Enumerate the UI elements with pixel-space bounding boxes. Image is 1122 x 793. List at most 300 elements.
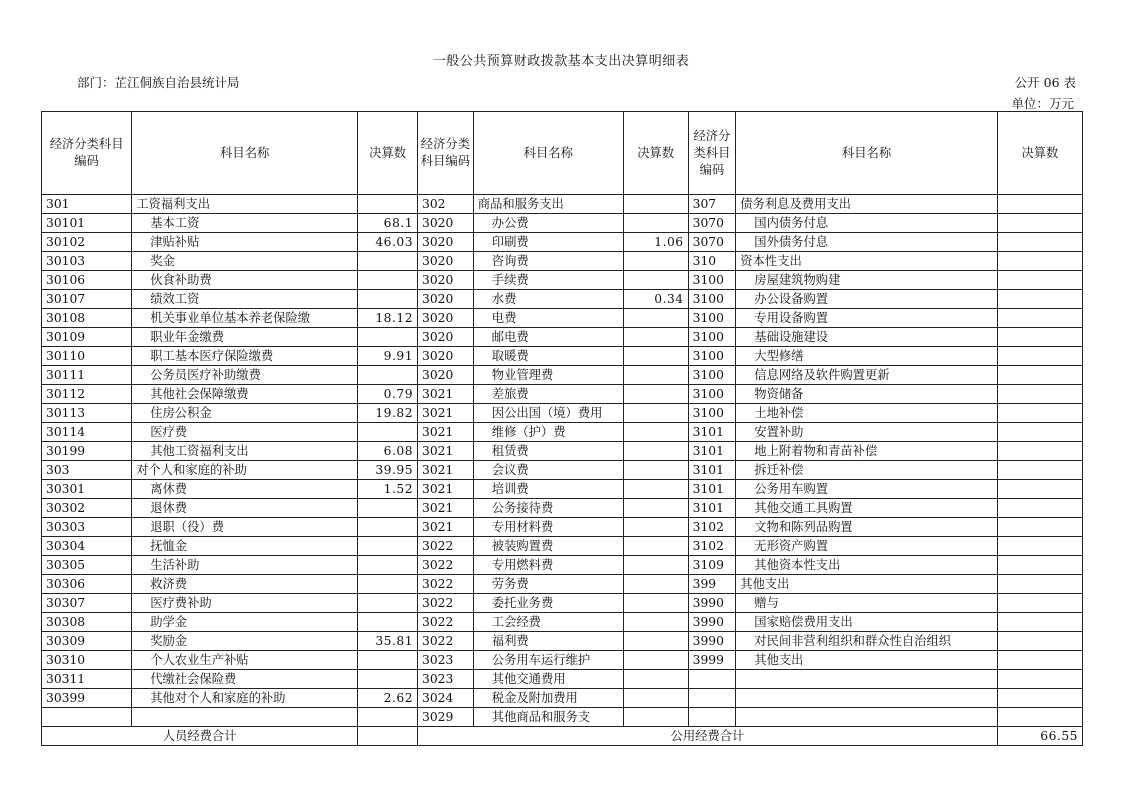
table-row <box>42 404 1083 423</box>
name-cell: 津贴补贴 <box>132 233 358 252</box>
name-cell: 国家赔偿费用支出 <box>736 613 998 632</box>
amount-cell <box>623 328 688 347</box>
amount-cell <box>997 689 1082 708</box>
amount-cell: 0.79 <box>358 385 418 404</box>
code-cell: 3020 <box>418 233 474 252</box>
amount-cell <box>623 499 688 518</box>
amount-cell <box>997 499 1082 518</box>
code-cell: 3102 <box>688 518 736 537</box>
name-cell <box>736 670 998 689</box>
amount-cell <box>358 328 418 347</box>
code-cell: 30114 <box>42 423 132 442</box>
amount-cell <box>997 271 1082 290</box>
name-cell: 职业年金缴费 <box>132 328 358 347</box>
amount-cell: 2.62 <box>358 689 418 708</box>
name-cell: 退职（役）费 <box>132 518 358 537</box>
amount-cell <box>997 328 1082 347</box>
table-row <box>42 442 1083 461</box>
name-cell: 印刷费 <box>473 233 623 252</box>
code-cell: 3109 <box>688 556 736 575</box>
code-cell: 3020 <box>418 366 474 385</box>
name-cell: 对个人和家庭的补助 <box>132 461 358 480</box>
amount-cell <box>623 385 688 404</box>
code-cell: 30101 <box>42 214 132 233</box>
amount-cell: 1.52 <box>358 480 418 499</box>
amount-cell <box>358 290 418 309</box>
amount-cell <box>997 461 1082 480</box>
table-row <box>42 537 1083 556</box>
name-cell: 其他交通费用 <box>473 670 623 689</box>
name-cell: 公务员医疗补助缴费 <box>132 366 358 385</box>
public-total-value: 66.55 <box>997 727 1082 746</box>
table-row <box>42 252 1083 271</box>
amount-cell <box>997 537 1082 556</box>
code-cell: 30302 <box>42 499 132 518</box>
table-row <box>42 233 1083 252</box>
table-row <box>42 632 1083 651</box>
col-header-amount: 决算数 <box>358 112 418 195</box>
amount-cell <box>623 708 688 727</box>
amount-cell <box>997 233 1082 252</box>
name-cell: 助学金 <box>132 613 358 632</box>
name-cell <box>736 708 998 727</box>
code-cell: 3101 <box>688 423 736 442</box>
name-cell: 基本工资 <box>132 214 358 233</box>
name-cell: 生活补助 <box>132 556 358 575</box>
code-cell: 30102 <box>42 233 132 252</box>
amount-cell <box>623 366 688 385</box>
amount-cell: 6.08 <box>358 442 418 461</box>
name-cell: 信息网络及软件购置更新 <box>736 366 998 385</box>
table-row <box>42 518 1083 537</box>
amount-cell <box>358 575 418 594</box>
name-cell: 商品和服务支出 <box>473 195 623 214</box>
amount-cell <box>997 670 1082 689</box>
amount-cell <box>358 537 418 556</box>
code-cell <box>688 689 736 708</box>
code-cell: 30307 <box>42 594 132 613</box>
table-row <box>42 271 1083 290</box>
name-cell: 其他社会保障缴费 <box>132 385 358 404</box>
name-cell: 职工基本医疗保险缴费 <box>132 347 358 366</box>
name-cell: 对民间非营利组织和群众性自治组织 <box>736 632 998 651</box>
name-cell: 劳务费 <box>473 575 623 594</box>
name-cell: 办公费 <box>473 214 623 233</box>
code-cell: 30311 <box>42 670 132 689</box>
amount-cell <box>358 195 418 214</box>
name-cell: 被装购置费 <box>473 537 623 556</box>
form-number: 公开 06 表 <box>1014 75 1076 90</box>
amount-cell <box>997 214 1082 233</box>
code-cell: 3022 <box>418 594 474 613</box>
table-row <box>42 575 1083 594</box>
code-cell: 30107 <box>42 290 132 309</box>
code-cell: 3021 <box>418 518 474 537</box>
amount-cell <box>997 556 1082 575</box>
code-cell: 3022 <box>418 613 474 632</box>
amount-cell <box>623 537 688 556</box>
amount-cell <box>358 708 418 727</box>
name-cell: 个人农业生产补贴 <box>132 651 358 670</box>
name-cell: 公务接待费 <box>473 499 623 518</box>
code-cell: 3021 <box>418 461 474 480</box>
code-cell: 3023 <box>418 651 474 670</box>
table-row <box>42 461 1083 480</box>
name-cell: 地上附着物和青苗补偿 <box>736 442 998 461</box>
name-cell: 公务用车购置 <box>736 480 998 499</box>
name-cell <box>132 708 358 727</box>
code-cell: 3021 <box>418 499 474 518</box>
amount-cell <box>997 290 1082 309</box>
col-header-code: 经济分类科目编码 <box>42 112 132 195</box>
totals-row <box>42 727 1083 746</box>
code-cell: 3020 <box>418 214 474 233</box>
code-cell: 3022 <box>418 632 474 651</box>
name-cell: 抚恤金 <box>132 537 358 556</box>
table-row <box>42 347 1083 366</box>
code-cell: 3100 <box>688 271 736 290</box>
name-cell: 离休费 <box>132 480 358 499</box>
name-cell: 医疗费补助 <box>132 594 358 613</box>
amount-cell <box>997 404 1082 423</box>
amount-cell: 0.34 <box>623 290 688 309</box>
name-cell: 专用设备购置 <box>736 309 998 328</box>
code-cell: 3100 <box>688 290 736 309</box>
name-cell: 其他商品和服务支 <box>473 708 623 727</box>
code-cell: 3029 <box>418 708 474 727</box>
amount-cell <box>623 632 688 651</box>
code-cell: 3021 <box>418 423 474 442</box>
table-row <box>42 480 1083 499</box>
amount-cell <box>623 689 688 708</box>
code-cell: 307 <box>688 195 736 214</box>
amount-cell <box>623 670 688 689</box>
amount-cell <box>358 252 418 271</box>
table-row <box>42 309 1083 328</box>
code-cell: 3020 <box>418 328 474 347</box>
amount-cell <box>358 271 418 290</box>
amount-cell <box>997 423 1082 442</box>
amount-cell <box>623 309 688 328</box>
name-cell: 办公设备购置 <box>736 290 998 309</box>
name-cell <box>736 689 998 708</box>
amount-cell <box>358 556 418 575</box>
code-cell: 3100 <box>688 404 736 423</box>
col-header-code: 经济分类科目编码 <box>688 112 736 195</box>
name-cell: 手续费 <box>473 271 623 290</box>
name-cell: 拆迁补偿 <box>736 461 998 480</box>
code-cell: 3100 <box>688 347 736 366</box>
amount-cell <box>997 613 1082 632</box>
code-cell: 3102 <box>688 537 736 556</box>
code-cell: 3990 <box>688 613 736 632</box>
name-cell: 维修（护）费 <box>473 423 623 442</box>
name-cell: 公务用车运行维护 <box>473 651 623 670</box>
code-cell: 30112 <box>42 385 132 404</box>
name-cell: 邮电费 <box>473 328 623 347</box>
code-cell: 3022 <box>418 556 474 575</box>
code-cell: 30303 <box>42 518 132 537</box>
name-cell: 债务利息及费用支出 <box>736 195 998 214</box>
code-cell: 30113 <box>42 404 132 423</box>
amount-cell <box>623 347 688 366</box>
table-row <box>42 651 1083 670</box>
table-row <box>42 613 1083 632</box>
code-cell: 30109 <box>42 328 132 347</box>
name-cell: 住房公积金 <box>132 404 358 423</box>
name-cell: 机关事业单位基本养老保险缴 <box>132 309 358 328</box>
col-header-code: 经济分类科目编码 <box>418 112 474 195</box>
name-cell: 资本性支出 <box>736 252 998 271</box>
code-cell <box>688 708 736 727</box>
name-cell: 福利费 <box>473 632 623 651</box>
code-cell: 399 <box>688 575 736 594</box>
amount-cell: 19.82 <box>358 404 418 423</box>
code-cell: 3101 <box>688 499 736 518</box>
name-cell: 工资福利支出 <box>132 195 358 214</box>
code-cell: 3020 <box>418 252 474 271</box>
code-cell: 3990 <box>688 594 736 613</box>
name-cell: 赠与 <box>736 594 998 613</box>
code-cell: 3021 <box>418 442 474 461</box>
name-cell: 因公出国（境）费用 <box>473 404 623 423</box>
name-cell: 专用燃料费 <box>473 556 623 575</box>
name-cell: 其他支出 <box>736 575 998 594</box>
code-cell: 30108 <box>42 309 132 328</box>
code-cell: 30306 <box>42 575 132 594</box>
amount-cell <box>623 195 688 214</box>
name-cell: 物业管理费 <box>473 366 623 385</box>
personnel-total-value <box>358 727 418 746</box>
table-row <box>42 423 1083 442</box>
amount-cell: 1.06 <box>623 233 688 252</box>
name-cell: 其他对个人和家庭的补助 <box>132 689 358 708</box>
table-row <box>42 556 1083 575</box>
amount-cell: 68.1 <box>358 214 418 233</box>
name-cell: 工会经费 <box>473 613 623 632</box>
table-row <box>42 290 1083 309</box>
code-cell: 30399 <box>42 689 132 708</box>
amount-cell: 18.12 <box>358 309 418 328</box>
code-cell: 3101 <box>688 461 736 480</box>
table-row <box>42 328 1083 347</box>
table-row <box>42 594 1083 613</box>
name-cell: 委托业务费 <box>473 594 623 613</box>
name-cell: 奖励金 <box>132 632 358 651</box>
name-cell: 国外债务付息 <box>736 233 998 252</box>
amount-cell <box>997 594 1082 613</box>
amount-cell: 39.95 <box>358 461 418 480</box>
amount-cell <box>623 461 688 480</box>
amount-cell <box>623 575 688 594</box>
public-total-label: 公用经费合计 <box>418 727 998 746</box>
code-cell: 3021 <box>418 385 474 404</box>
table-row <box>42 670 1083 689</box>
name-cell: 无形资产购置 <box>736 537 998 556</box>
code-cell: 30304 <box>42 537 132 556</box>
name-cell: 租赁费 <box>473 442 623 461</box>
name-cell: 大型修缮 <box>736 347 998 366</box>
name-cell: 物资储备 <box>736 385 998 404</box>
code-cell: 301 <box>42 195 132 214</box>
code-cell: 30199 <box>42 442 132 461</box>
amount-cell <box>623 423 688 442</box>
amount-cell <box>623 594 688 613</box>
table-header-row <box>42 112 1083 195</box>
name-cell: 其他支出 <box>736 651 998 670</box>
col-header-name: 科目名称 <box>132 112 358 195</box>
code-cell: 3990 <box>688 632 736 651</box>
code-cell: 3999 <box>688 651 736 670</box>
code-cell: 30106 <box>42 271 132 290</box>
code-cell: 3022 <box>418 575 474 594</box>
code-cell: 30310 <box>42 651 132 670</box>
amount-cell <box>623 651 688 670</box>
amount-cell <box>358 423 418 442</box>
amount-cell <box>623 556 688 575</box>
name-cell: 伙食补助费 <box>132 271 358 290</box>
code-cell: 30301 <box>42 480 132 499</box>
name-cell: 其他交通工具购置 <box>736 499 998 518</box>
name-cell: 取暖费 <box>473 347 623 366</box>
table-row <box>42 708 1083 727</box>
name-cell: 专用材料费 <box>473 518 623 537</box>
amount-cell <box>997 252 1082 271</box>
table-row <box>42 366 1083 385</box>
code-cell: 3020 <box>418 309 474 328</box>
expenditure-table <box>41 111 1083 746</box>
amount-cell <box>997 385 1082 404</box>
amount-cell <box>997 518 1082 537</box>
name-cell: 土地补偿 <box>736 404 998 423</box>
col-header-amount: 决算数 <box>997 112 1082 195</box>
name-cell: 代缴社会保险费 <box>132 670 358 689</box>
name-cell: 医疗费 <box>132 423 358 442</box>
amount-cell <box>997 480 1082 499</box>
code-cell: 3020 <box>418 290 474 309</box>
amount-cell <box>997 651 1082 670</box>
table-row <box>42 385 1083 404</box>
page-title: 一般公共预算财政拨款基本支出决算明细表 <box>432 54 690 69</box>
code-cell: 3021 <box>418 480 474 499</box>
code-cell <box>42 708 132 727</box>
amount-cell <box>623 404 688 423</box>
amount-cell <box>358 670 418 689</box>
name-cell: 培训费 <box>473 480 623 499</box>
code-cell: 3070 <box>688 233 736 252</box>
amount-cell <box>358 366 418 385</box>
code-cell: 3070 <box>688 214 736 233</box>
amount-cell <box>623 480 688 499</box>
amount-cell <box>623 442 688 461</box>
name-cell: 国内债务付息 <box>736 214 998 233</box>
amount-cell <box>358 651 418 670</box>
code-cell: 3100 <box>688 309 736 328</box>
code-cell: 3023 <box>418 670 474 689</box>
name-cell: 救济费 <box>132 575 358 594</box>
amount-cell: 46.03 <box>358 233 418 252</box>
col-header-amount: 决算数 <box>623 112 688 195</box>
col-header-name: 科目名称 <box>473 112 623 195</box>
code-cell: 310 <box>688 252 736 271</box>
table-row <box>42 214 1083 233</box>
code-cell: 3100 <box>688 366 736 385</box>
code-cell <box>688 670 736 689</box>
amount-cell <box>997 366 1082 385</box>
name-cell: 税金及附加费用 <box>473 689 623 708</box>
table-row <box>42 499 1083 518</box>
name-cell: 会议费 <box>473 461 623 480</box>
unit-label: 单位：万元 <box>1011 96 1074 111</box>
name-cell: 差旅费 <box>473 385 623 404</box>
name-cell: 电费 <box>473 309 623 328</box>
name-cell: 其他工资福利支出 <box>132 442 358 461</box>
table-row <box>42 195 1083 214</box>
amount-cell <box>997 195 1082 214</box>
code-cell: 3101 <box>688 480 736 499</box>
amount-cell <box>623 518 688 537</box>
code-cell: 30103 <box>42 252 132 271</box>
amount-cell <box>623 252 688 271</box>
code-cell: 3020 <box>418 271 474 290</box>
col-header-name: 科目名称 <box>736 112 998 195</box>
name-cell: 基础设施建设 <box>736 328 998 347</box>
code-cell: 303 <box>42 461 132 480</box>
name-cell: 文物和陈列品购置 <box>736 518 998 537</box>
code-cell: 3101 <box>688 442 736 461</box>
personnel-total-label: 人员经费合计 <box>42 727 358 746</box>
amount-cell <box>358 613 418 632</box>
name-cell: 奖金 <box>132 252 358 271</box>
name-cell: 水费 <box>473 290 623 309</box>
name-cell: 其他资本性支出 <box>736 556 998 575</box>
code-cell: 3100 <box>688 328 736 347</box>
code-cell: 30110 <box>42 347 132 366</box>
amount-cell <box>623 214 688 233</box>
amount-cell <box>623 271 688 290</box>
code-cell: 3020 <box>418 347 474 366</box>
department-label: 部门：芷江侗族自治县统计局 <box>77 75 240 90</box>
table-row <box>42 689 1083 708</box>
name-cell: 绩效工资 <box>132 290 358 309</box>
amount-cell: 9.91 <box>358 347 418 366</box>
code-cell: 3022 <box>418 537 474 556</box>
amount-cell <box>997 309 1082 328</box>
name-cell: 咨询费 <box>473 252 623 271</box>
code-cell: 30308 <box>42 613 132 632</box>
amount-cell <box>997 442 1082 461</box>
code-cell: 30309 <box>42 632 132 651</box>
amount-cell: 35.81 <box>358 632 418 651</box>
amount-cell <box>358 594 418 613</box>
name-cell: 退休费 <box>132 499 358 518</box>
code-cell: 3021 <box>418 404 474 423</box>
code-cell: 3100 <box>688 385 736 404</box>
name-cell: 房屋建筑物购建 <box>736 271 998 290</box>
code-cell: 3024 <box>418 689 474 708</box>
amount-cell <box>997 347 1082 366</box>
amount-cell <box>997 632 1082 651</box>
amount-cell <box>997 708 1082 727</box>
code-cell: 30305 <box>42 556 132 575</box>
code-cell: 30111 <box>42 366 132 385</box>
amount-cell <box>358 518 418 537</box>
amount-cell <box>358 499 418 518</box>
name-cell: 安置补助 <box>736 423 998 442</box>
amount-cell <box>997 575 1082 594</box>
code-cell: 302 <box>418 195 474 214</box>
amount-cell <box>623 613 688 632</box>
